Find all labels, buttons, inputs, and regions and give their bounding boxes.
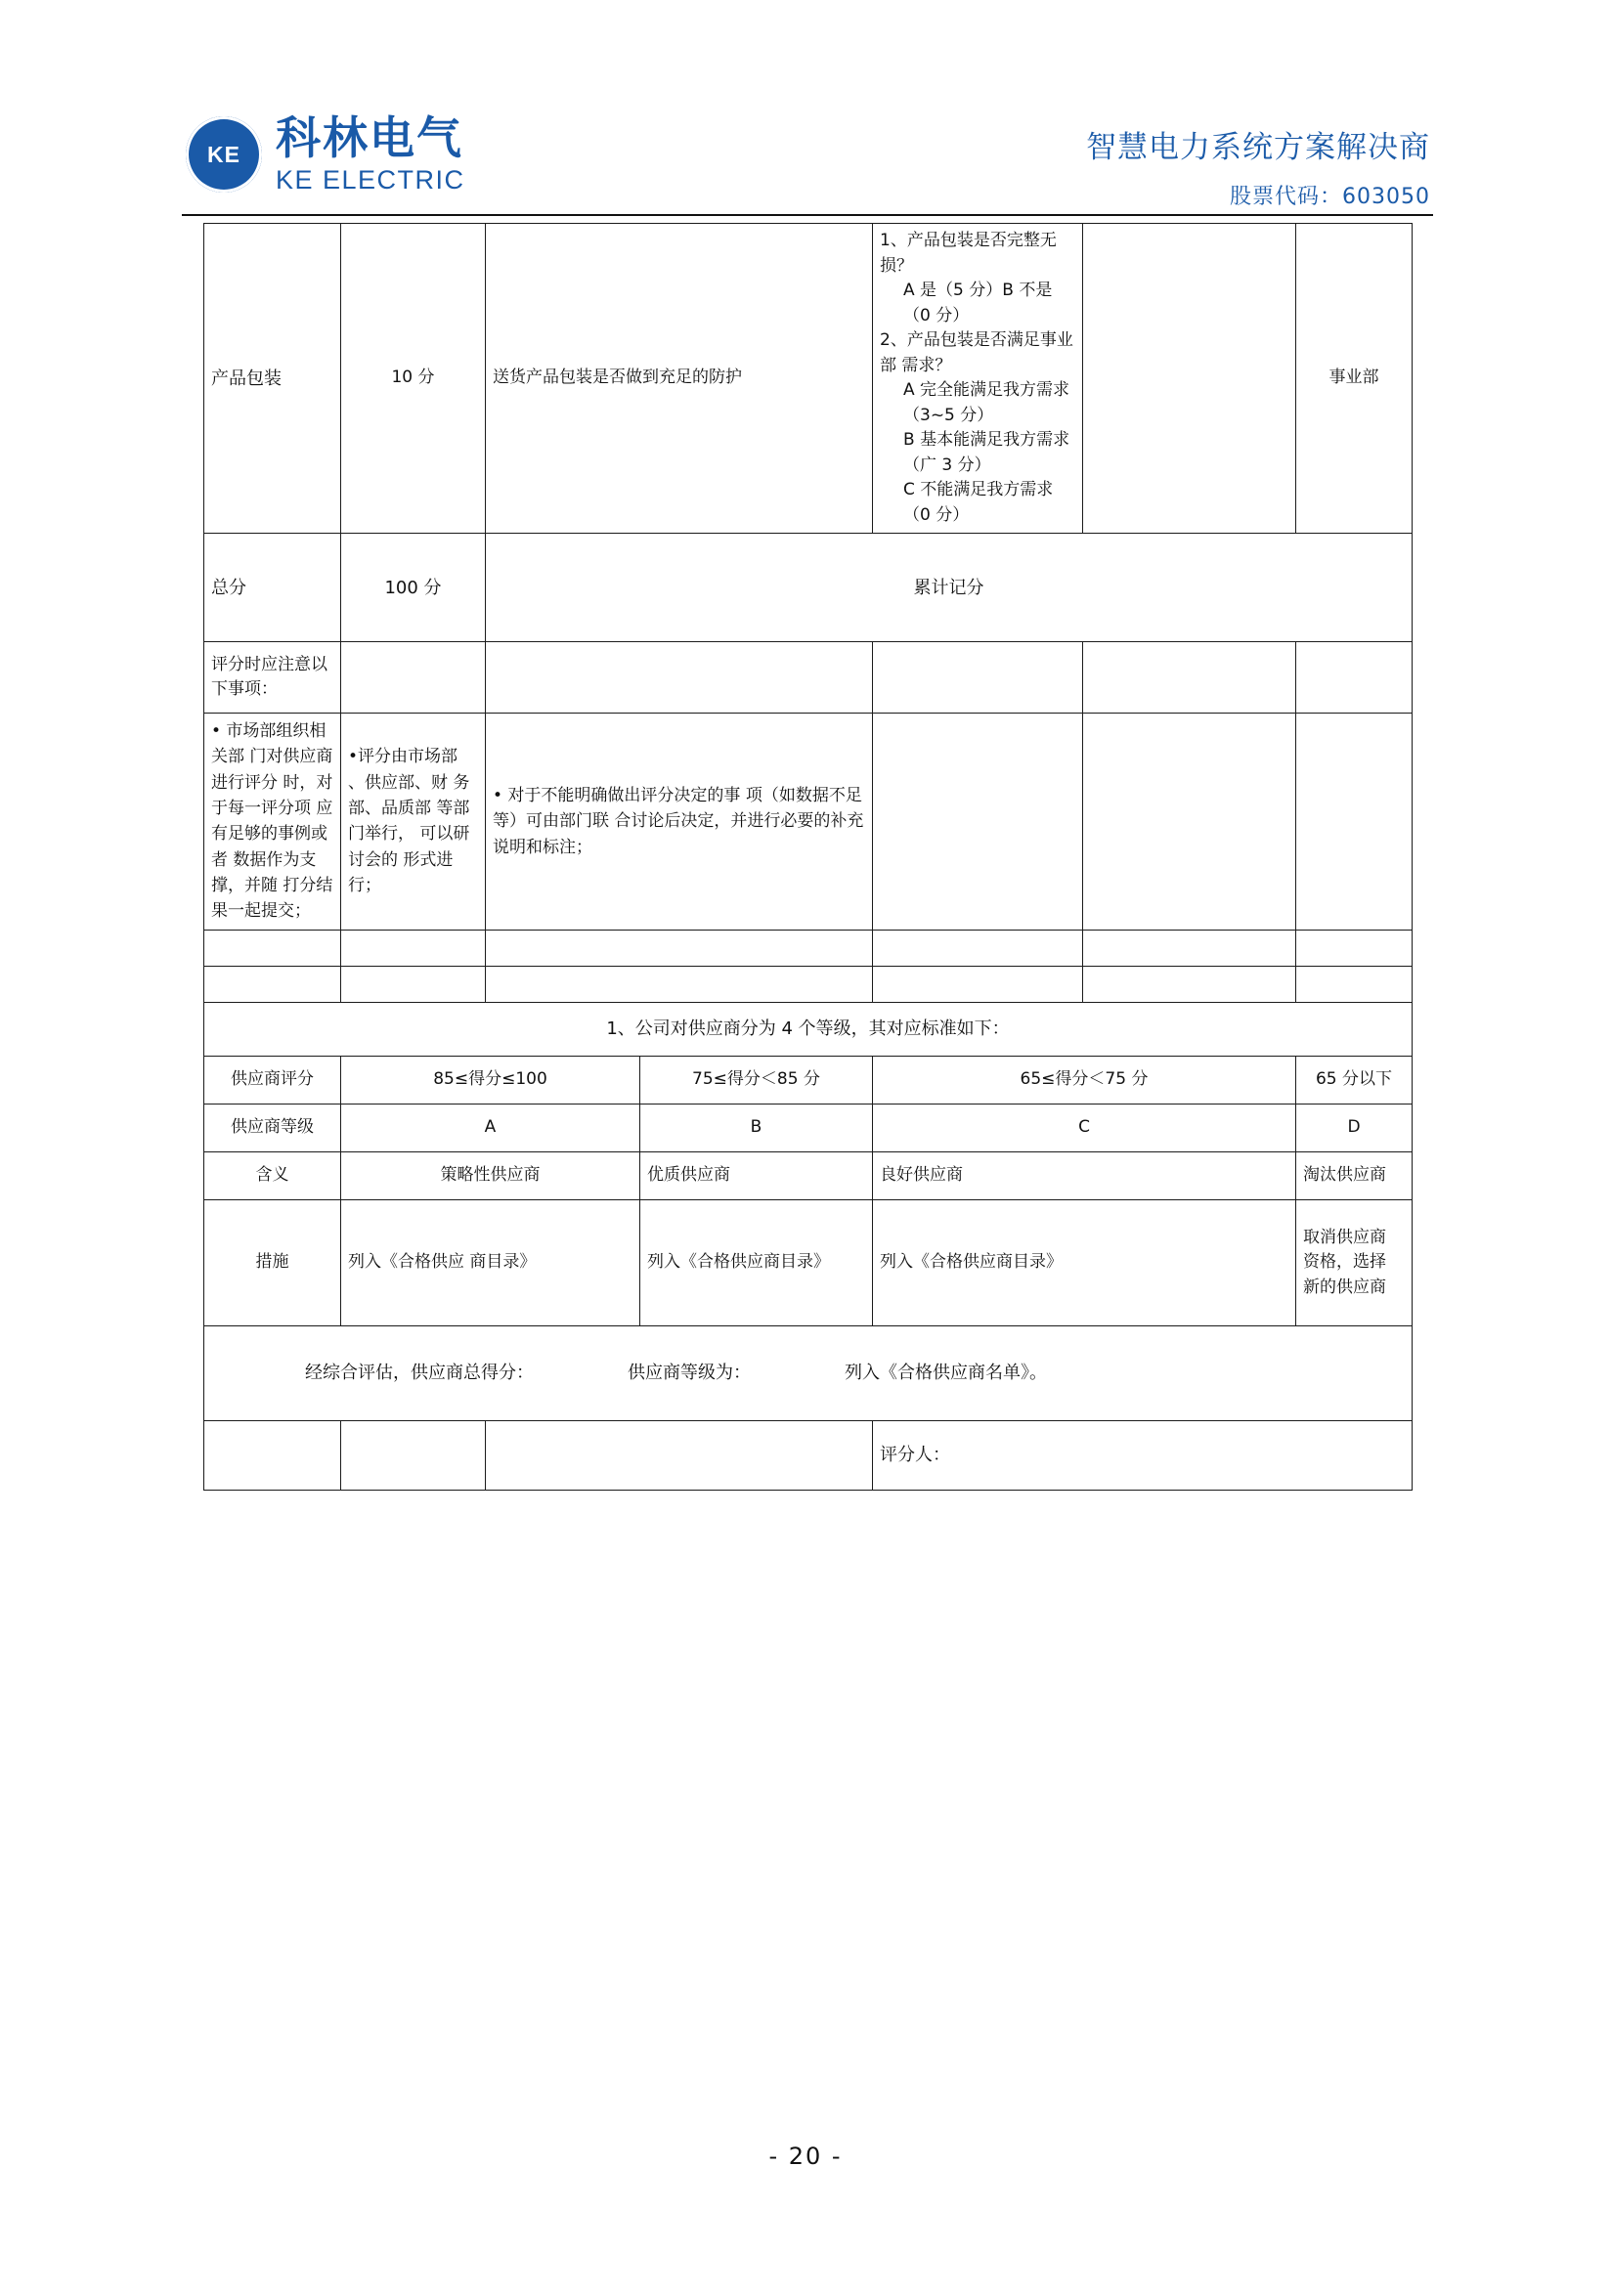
table-row bbox=[204, 1104, 1413, 1151]
criteria-line-3: 2、产品包装是否满足事业部 需求？ bbox=[880, 330, 1073, 375]
table-row bbox=[204, 1199, 1413, 1325]
meaning-a: 策略性供应商 bbox=[341, 1151, 640, 1199]
table-row bbox=[204, 1151, 1413, 1199]
table-row bbox=[204, 1056, 1413, 1104]
row-description: 送货产品包装是否做到充足的防护 bbox=[486, 224, 873, 534]
row-department: 事业部 bbox=[1296, 224, 1413, 534]
signature-blank-3 bbox=[486, 1420, 873, 1490]
spacer-cell bbox=[486, 930, 873, 966]
summary-cell bbox=[204, 1325, 1413, 1420]
summary-total-score-label: 经综合评估，供应商总得分： bbox=[305, 1363, 534, 1384]
grade-c: C bbox=[873, 1104, 1296, 1151]
criteria-line-1: 1、产品包装是否完整无损？ bbox=[880, 231, 1057, 276]
signature-blank-2 bbox=[341, 1420, 486, 1490]
rank-value-a: 85≤得分≤100 bbox=[341, 1056, 640, 1104]
table-row bbox=[204, 1420, 1413, 1490]
rank-row-label: 供应商等级 bbox=[204, 1104, 341, 1151]
rank-value-d: 65 分以下 bbox=[1296, 1056, 1413, 1104]
grade-d: D bbox=[1296, 1104, 1413, 1151]
row-item-name: 产品包装 bbox=[204, 224, 341, 534]
rank-value-b: 75≤得分＜85 分 bbox=[640, 1056, 873, 1104]
notes-head-blank-3 bbox=[873, 642, 1083, 714]
meaning-d: 淘汰供应商 bbox=[1296, 1151, 1413, 1199]
table-row bbox=[204, 714, 1413, 931]
signature-label: 评分人： bbox=[873, 1420, 1413, 1490]
notes-heading: 评分时应注意以下事项： bbox=[204, 642, 341, 714]
table-row bbox=[204, 534, 1413, 642]
note-item-2: •评分由市场部 、供应部、财 务部、品质部 等部门举行， 可以研讨会的 形式进行； bbox=[341, 714, 486, 931]
spacer-cell bbox=[1083, 966, 1296, 1002]
spacer-cell bbox=[486, 966, 873, 1002]
spacer-cell bbox=[204, 966, 341, 1002]
notes-head-blank-4 bbox=[1083, 642, 1296, 714]
logo-mark-icon bbox=[186, 116, 262, 193]
note-item-1: • 市场部组织相关部 门对供应商进行评分 时，对于每一评分项 应有足够的事例或者 数据作为支撑，并随 打分结果一起提交； bbox=[204, 714, 341, 931]
grade-b: B bbox=[640, 1104, 873, 1151]
company-logo bbox=[186, 111, 465, 195]
spacer-cell bbox=[873, 966, 1083, 1002]
meaning-c: 良好供应商 bbox=[873, 1151, 1296, 1199]
summary-grade-label: 供应商等级为： bbox=[628, 1363, 751, 1384]
spacer-cell bbox=[341, 966, 486, 1002]
rank-title: 1、公司对供应商分为 4 个等级，其对应标准如下： bbox=[204, 1002, 1413, 1056]
total-label: 总分 bbox=[204, 534, 341, 642]
rank-value-c: 65≤得分＜75 分 bbox=[873, 1056, 1296, 1104]
table-row bbox=[204, 966, 1413, 1002]
notes-head-blank-1 bbox=[341, 642, 486, 714]
header-right-block bbox=[1086, 122, 1430, 210]
notes-blank-2 bbox=[1083, 714, 1296, 931]
criteria-line-4: A 完全能满足我方需求（3~5 分） bbox=[903, 380, 1070, 425]
spacer-cell bbox=[1296, 966, 1413, 1002]
company-slogan: 智慧电力系统方案解决商 bbox=[1086, 130, 1430, 165]
row-score: 10 分 bbox=[341, 224, 486, 534]
notes-head-blank-5 bbox=[1296, 642, 1413, 714]
measure-a: 列入《合格供应 商目录》 bbox=[341, 1199, 640, 1325]
page-number: - 20 - bbox=[768, 2143, 843, 2170]
spacer-cell bbox=[1296, 930, 1413, 966]
total-score: 100 分 bbox=[341, 534, 486, 642]
meaning-b: 优质供应商 bbox=[640, 1151, 873, 1199]
criteria-line-6: C 不能满足我方需求（0 分） bbox=[903, 480, 1054, 525]
logo-chinese-name: 科林电气 bbox=[276, 111, 463, 164]
supplier-evaluation-table bbox=[203, 223, 1413, 1491]
criteria-line-5: B 基本能满足我方需求（广 3 分） bbox=[903, 430, 1070, 475]
notes-blank-1 bbox=[873, 714, 1083, 931]
summary-list-label: 列入《合格供应商名单》。 bbox=[845, 1363, 1047, 1384]
table-row bbox=[204, 930, 1413, 966]
table-row bbox=[204, 224, 1413, 534]
logo-badge-text: KE bbox=[207, 141, 240, 167]
notes-head-blank-2 bbox=[486, 642, 873, 714]
table-row bbox=[204, 1002, 1413, 1056]
rank-row-label: 供应商评分 bbox=[204, 1056, 341, 1104]
spacer-cell bbox=[204, 930, 341, 966]
measure-b: 列入《合格供应商目录》 bbox=[640, 1199, 873, 1325]
header-divider bbox=[182, 214, 1433, 216]
measure-d: 取消供应商 资格，选择 新的供应商 bbox=[1296, 1199, 1413, 1325]
logo-english-name: KE ELECTRIC bbox=[276, 165, 465, 195]
notes-blank-3 bbox=[1296, 714, 1413, 931]
page-header bbox=[0, 0, 1611, 209]
rank-row-label: 含义 bbox=[204, 1151, 341, 1199]
rank-row-label: 措施 bbox=[204, 1199, 341, 1325]
signature-blank-1 bbox=[204, 1420, 341, 1490]
spacer-cell bbox=[341, 930, 486, 966]
table-row bbox=[204, 642, 1413, 714]
grade-a: A bbox=[341, 1104, 640, 1151]
row-blank-cell bbox=[1083, 224, 1296, 534]
table-row bbox=[204, 1325, 1413, 1420]
row-criteria bbox=[873, 224, 1083, 534]
measure-c: 列入《合格供应商目录》 bbox=[873, 1199, 1296, 1325]
total-merged-label: 累计记分 bbox=[486, 534, 1413, 642]
stock-code: 股票代码：603050 bbox=[1230, 185, 1430, 209]
criteria-line-2: A 是（5 分）B 不是（0 分） bbox=[903, 281, 1053, 325]
logo-text-block bbox=[276, 111, 465, 195]
spacer-cell bbox=[1083, 930, 1296, 966]
note-item-3: • 对于不能明确做出评分决定的事 项（如数据不足等）可由部门联 合讨论后决定，并进行必要的补充 说明和标注； bbox=[486, 714, 873, 931]
spacer-cell bbox=[873, 930, 1083, 966]
